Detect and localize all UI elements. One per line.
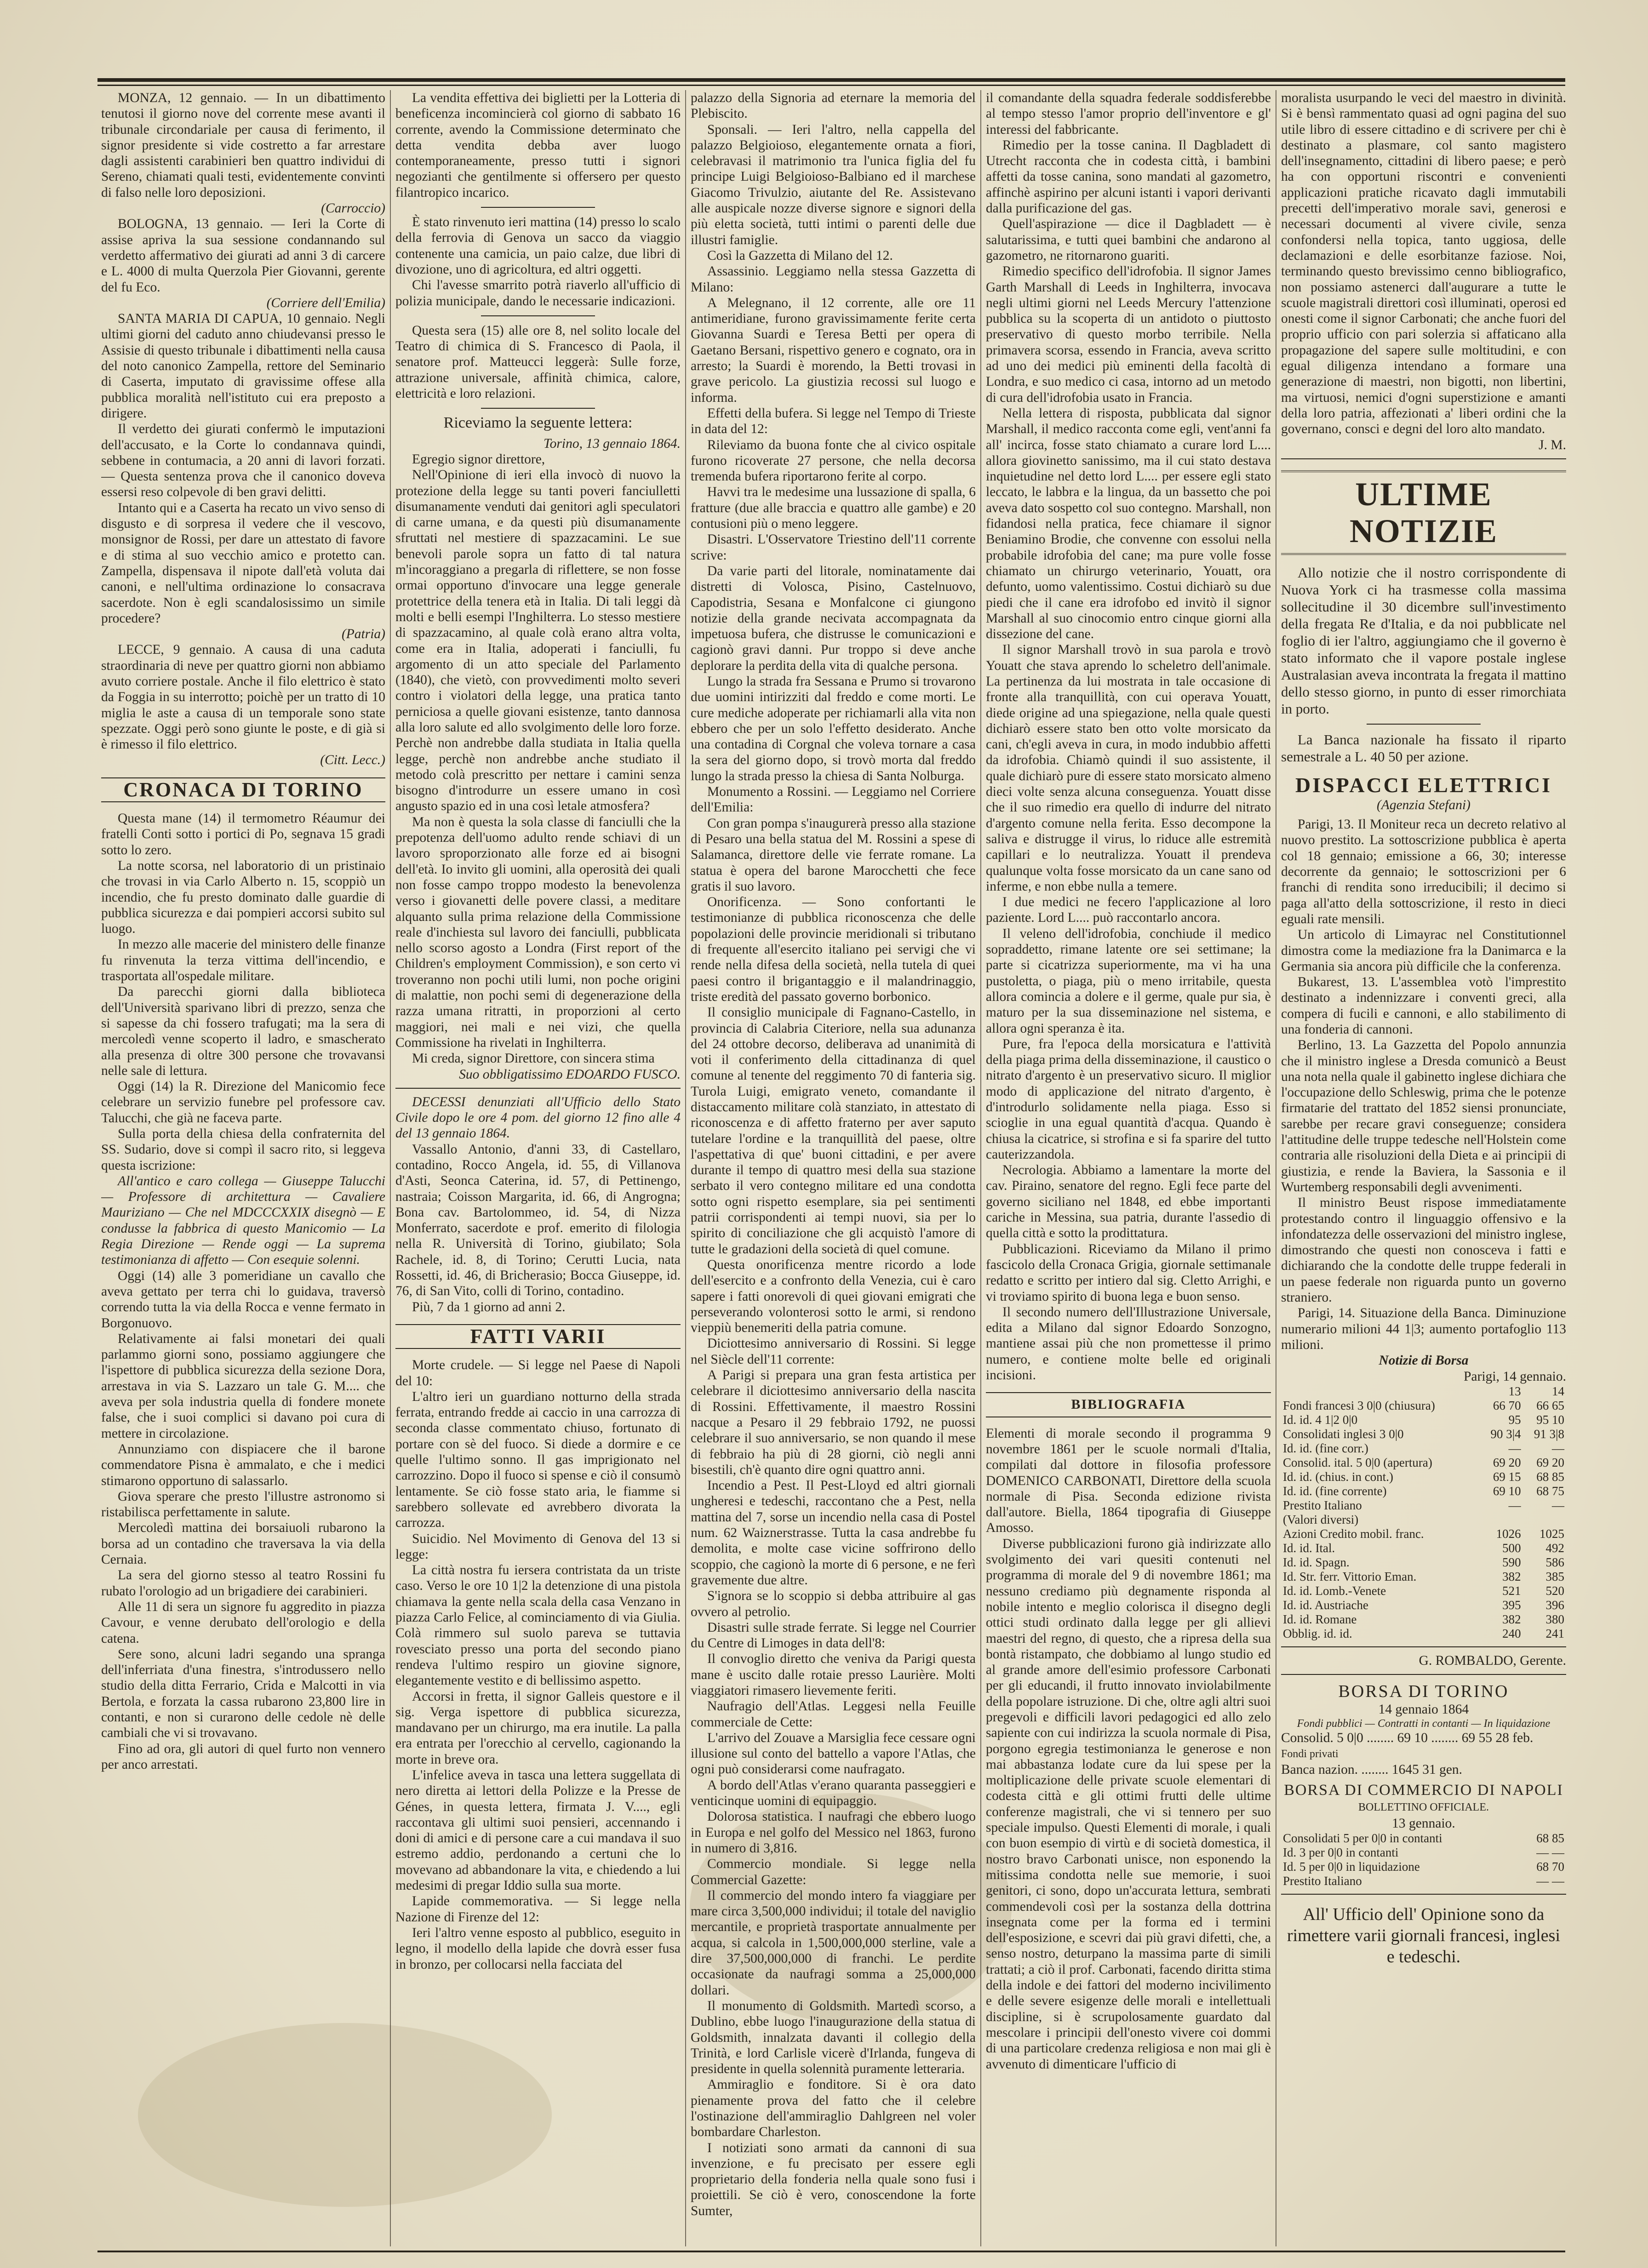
gerente: G. ROMBALDO, Gerente. bbox=[1419, 1653, 1566, 1668]
borsa-row bbox=[1281, 1456, 1566, 1470]
dispatch-paragraph: Parigi, 14. Situazione della Banca. Diminuzione numerario milioni 44 1|3; aumento portafoglio 113 milioni. bbox=[1281, 1306, 1566, 1352]
news-paragraph: Il signor Marshall trovò in sua parola e trovò Youatt che stava aprendo lo scheletro dell'animale. La pertinenza da lui mostrata in tale occasione di fronte alla tranquillità, con cui operava Youatt, diede origine ad una spiegazione, nella quale questi dichiarò essere stato ben otto volte morsicato da cani, ch'egli aveva in cura, in modo indubbio affetti da idrofobia. Chiamò quindi il suo assistente, il quale dichiarò pure di essere stato morsicato almeno dieci volte senza alcuna conseguenza. Youatt disse che il suo rimedio era quello di indurre del nitrato d'argento comune nella ferita. Esso decompone la saliva e distrugge il virus, lo riduce alle estremità capillari e lo neutralizza. Youatt il prendeva qualunque volta fosse morsicato da un cane sano od inferme, e non ebbe nulla a temere. bbox=[986, 642, 1271, 894]
news-paragraph: La Banca nazionale ha fissato il riparto semestrale a L. 40 50 per azione. bbox=[1281, 731, 1566, 765]
borsa-price: 586 bbox=[1545, 1555, 1564, 1569]
borsa-price: 382 bbox=[1502, 1569, 1521, 1583]
borsa-torino-title: BORSA DI TORINO bbox=[1338, 1682, 1509, 1702]
news-paragraph: Disastri. L'Osservatore Triestino dell'11 corrente scrive: bbox=[691, 532, 976, 563]
borsa-napoli-table bbox=[1281, 1831, 1566, 1888]
news-paragraph: Morte crudele. — Si legge nel Paese di Napoli del 10: bbox=[395, 1358, 681, 1388]
borsa-security: Id. id. Lomb.-Venete bbox=[1283, 1583, 1386, 1598]
dispatch-paragraph: Un articolo di Limayrac nel Constitutionnel dimostra come la mediazione fra la Danimarca e la Germania sia ancora più difficile che la conferenza. bbox=[1281, 927, 1566, 974]
section-heading-ultime: ULTIME NOTIZIE bbox=[1281, 470, 1566, 555]
borsa-torino-row: Consolid. 5 0|0 ........ 69 10 ........ 69 55 28 feb. bbox=[1281, 1731, 1534, 1746]
borsa-security: Id. Str. ferr. Vittorio Eman. bbox=[1283, 1569, 1417, 1583]
news-paragraph: Questa mane (14) il termometro Réaumur dei fratelli Conti sotto i portici di Po, segnava 15 gradi sotto lo zero. bbox=[101, 811, 385, 857]
news-paragraph: L'arrivo del Zouave a Marsiglia fece cessare ogni illusione sul conto del battello a vapore l'Atlas, che ogni può considerarsi come naufragato. bbox=[691, 1730, 976, 1777]
section-heading-bibliografia: BIBLIOGRAFIA bbox=[986, 1392, 1271, 1417]
borsa-torino-row: Banca nazion. ........ 1645 31 gen. bbox=[1281, 1762, 1463, 1777]
news-paragraph: Nella lettera di risposta, pubblicata dal signor Marshall, il medico racconta come egli, vent'anni fa all' incirca, fosse stato chiamato a curare lord L.... allora giovinetto sanissimo, ma il cui stato destava inquietudine nel detto lord L.... per essere egli stato leccato, le labbra e la lingua, da un bassetto che poi aveva dato sospetto col suo contegno. Marshall, non fidandosi nella pratica, fece chiamare il signor Beniamino Brodie, che convenne con essolui nella probabile idrofobia del cane; ma pure volle fosse chiamato un chirurgo veterinario, Youatt, ora defunto, uomo valentissimo. Costui dichiarò su due piedi che il cane era idrofobo ed invitò il signor Marshall al suo cinocomio entro cinque giorni alla dissezione del cane. bbox=[986, 406, 1271, 642]
deaths-header: DECESSI denunziati all'Ufficio dello Stato Civile dopo le ore 4 pom. del giorno 12 fino alle 4 del 13 gennaio 1864. bbox=[395, 1094, 681, 1141]
news-paragraph: Naufragio dell'Atlas. Leggesi nella Feuille commerciale de Cette: bbox=[691, 1699, 976, 1730]
borsa-torino-header: Fondi pubblici — Contratti in contanti — In liquidazione bbox=[1297, 1718, 1551, 1730]
borsa-price: 69 20 bbox=[1493, 1455, 1521, 1469]
source-credit: (Patria) bbox=[341, 627, 385, 642]
column-3 bbox=[691, 90, 976, 2246]
borsa-row bbox=[1281, 1513, 1566, 1527]
borsa-price: 590 bbox=[1502, 1555, 1521, 1569]
source-credit: (Citt. Lecc.) bbox=[320, 753, 385, 768]
borsa-row bbox=[1281, 1598, 1566, 1612]
borsa-price: 66 65 bbox=[1536, 1398, 1564, 1412]
borsa-price: 69 10 bbox=[1493, 1484, 1521, 1498]
news-paragraph: Quell'aspirazione — dice il Dagbladett — è salutarissima, e tutti quei bambini che andarono al gazometro, ne ritornarono guariti. bbox=[986, 217, 1271, 263]
section-heading-fatti: FATTI VARII bbox=[395, 1324, 681, 1349]
news-paragraph: Disastri sulle strade ferrate. Si legge nel Courrier du Centre di Limoges in data dell'8: bbox=[691, 1620, 976, 1651]
borsa-row bbox=[1281, 1570, 1566, 1584]
borsa-security: Azioni Credito mobil. franc. bbox=[1283, 1526, 1424, 1541]
review-signature: J. M. bbox=[1539, 437, 1566, 452]
borsa-napoli-title: BORSA DI COMMERCIO DI NAPOLI bbox=[1284, 1782, 1563, 1799]
news-paragraph: Mercoledì mattina dei borsaiuoli rubarono la borsa ad un contadino che traversava la via della Cernaia. bbox=[101, 1520, 385, 1567]
news-paragraph: Alle 11 di sera un signore fu aggredito in piazza Cavour, e venne derubato dell'orologio e della catena. bbox=[101, 1599, 385, 1646]
letter-body: Ma non è questa la sola classe di fanciulli che la prepotenza dell'uomo adulto rende schiavi di un lavoro sproporzionato alle forze ed ai bisogni dell'età. Io invito gli uomini, alla operosità dei quali non fosse campo troppo modesto la benevolenza verso i giovanetti delle povere classi, a meditare alquanto sulla prima relazione della Commissione reale d'inchiesta sul lavoro dei fanciulli, pubblicata nello scorso agosto a Londra (First report of the Children's employment Commission), e son certo vi troveranno non pochi utili lumi, non poche origini di malattie, non pochi semi di degenerazione della razza umana ritratti, in proporzioni al certo maggiori, nei mali e nei vizi, che quella Commissione ha rivelati in Inghilterra. bbox=[395, 814, 681, 1050]
borsa-price: 396 bbox=[1545, 1598, 1564, 1612]
borsa-security: Fondi francesi 3 0|0 (chiusura) bbox=[1283, 1398, 1435, 1412]
borsa-price: 91 3|8 bbox=[1534, 1427, 1564, 1441]
divider bbox=[1281, 1894, 1566, 1895]
news-paragraph: Incendio a Pest. Il Pest-Lloyd ed altri giornali ungheresi e tedeschi, raccontano che a Pest, nella mattina del 7, sorse un incendio nella casa di Postel num. 62 Waiznerstrasse. Tutta la casa andrebbe fu demolita, e molte case vicine soffrirono dello scoppio, che cagionò la morte di 6 persone, e ne ferì gravemente due altre. bbox=[691, 1478, 976, 1588]
borsa-price: 240 bbox=[1502, 1626, 1521, 1640]
news-paragraph: I notiziati sono armati da cannoni di sua invenzione, e fu precisato per essere egli proprietario della fonderia nella quale sono fusi i proiettili. Se ciò è vero, conoscendone la forte Sumter, bbox=[691, 2140, 976, 2218]
borsa-price: 241 bbox=[1545, 1626, 1564, 1640]
news-paragraph: A bordo dell'Atlas v'erano quaranta passeggieri e venticinque uomini di equipaggio. bbox=[691, 1777, 976, 1809]
borsa-security: Id. id. Spagn. bbox=[1283, 1555, 1350, 1569]
news-paragraph: SANTA MARIA DI CAPUA, 10 gennaio. Negli ultimi giorni del caduto anno chiudevansi presso le Assisie di questo tribunale i dibattimenti nella causa del noto canonico Zampella, rettore del Seminario di Caserta, imputato di gravissime offese alla pubblica moralità nell'istituto cui era preposto a dirigere. bbox=[101, 311, 385, 421]
borsa-place: Parigi, 14 gennaio. bbox=[1464, 1369, 1566, 1384]
borsa-row bbox=[1281, 1470, 1566, 1484]
news-paragraph: Pubblicazioni. Riceviamo da Milano il primo fascicolo della Cronaca Grigia, giornale settimanale redatto e scritto per intiero dal sig. Cletto Arrighi, e vi troviamo spirito di buona lega e buon senso. bbox=[986, 1241, 1271, 1304]
column-separator bbox=[980, 90, 981, 2246]
news-paragraph: Monumento a Rossini. — Leggiamo nel Corriere dell'Emilia: bbox=[691, 784, 976, 815]
borsa-price: 492 bbox=[1545, 1541, 1564, 1555]
news-paragraph: Il secondo numero dell'Illustrazione Universale, edita a Milano dal signor Edoardo Sonzogno, mantiene assai più che non promettesse il primo numero, e contiene molte belle ed originali incisioni. bbox=[986, 1304, 1271, 1383]
news-paragraph: Sulla porta della chiesa della confraternita del SS. Sudario, dove si compì il sacro rito, si leggeva questa iscrizione: bbox=[101, 1126, 385, 1173]
borsa-security: Id. id. Ital. bbox=[1283, 1541, 1335, 1555]
news-paragraph: Onorificenza. — Sono confortanti le testimonianze di pubblica riconoscenza che delle popolazioni delle provincie meridionali si tributano di frequente all'esercito italiano pei servigi che vi rende nella difesa della società, nella tutela di quei paesi contro il brigantaggio e il malandrinaggio, triste eredità del passato governo borbonico. bbox=[691, 895, 976, 1004]
news-paragraph: La città nostra fu iersera contristata da un triste caso. Verso le ore 10 1|2 la detenzione di una pistola chiamava la gente nella scala della casa Venzano in piazza Carlo Felice, al cominciamento di via Giulia. Colà rimmero sul suolo pareva se tuttavia rovesciato presso una porta del secondo piano rendeva l'ultimo respiro un giovine signore, elegantemente vestito e di bellissimo aspetto. bbox=[395, 1563, 681, 1688]
borsa-security: (Valori diversi) bbox=[1283, 1512, 1359, 1526]
column-4 bbox=[986, 90, 1271, 2246]
news-paragraph: Così la Gazzetta di Milano del 12. bbox=[707, 248, 893, 263]
borsa-napoli-price: 68 70 bbox=[1536, 1859, 1564, 1874]
news-paragraph: La notte scorsa, nel laboratorio di un pristinaio che trovasi in via Carlo Alberto n. 15, scoppiò un incendio, che fu presto dominato dalle guardie di pubblica sicurezza e dai pompieri accorsi subito sul luogo. bbox=[101, 858, 385, 937]
borsa-price: 69 15 bbox=[1493, 1469, 1521, 1484]
dispatch-paragraph: Berlino, 13. La Gazzetta del Popolo annunzia che il ministro inglese a Dresda comunicò a Beust una nota nella quale il gabinetto inglese dichiara che l'occupazione dello Schleswig, prima che le potenze firmatarie del trattato del 1852 siensi pronunciate, sarebbe per recare gravi conseguenze; considera l'attitudine delle truppe tedesche nell'Holstein come contraria alle risoluzioni della Dieta e ai principii di giustizia, e rende la Baviera, la Sassonia e il Wurtemberg responsabili degli avvenimenti. bbox=[1281, 1038, 1566, 1194]
news-paragraph: Rimedio per la tosse canina. Il Dagbladett di Utrecht racconta che in codesta città, i bambini affetti da tosse canina, sono mandati al gazometro, affinchè aspirino per alcuni istanti i vapori derivanti dalla purificazione del gas. bbox=[986, 137, 1271, 216]
borsa-row bbox=[1281, 1427, 1566, 1441]
news-paragraph: Questa onorificenza mentre ricordo a lode dell'esercito e a confronto della Venezia, cui è caro sapere i fatti onorevoli di quei giovani emigrati che perseverando volonterosi sotto le armi, si rendono vieppiù benemeriti della patria comune. bbox=[691, 1257, 976, 1336]
top-rule bbox=[97, 78, 1565, 82]
borsa-row bbox=[1281, 1441, 1566, 1456]
borsa-napoli-sub: BOLLETTINO OFFICIALE. bbox=[1358, 1801, 1489, 1814]
borsa-napoli-row bbox=[1281, 1845, 1566, 1860]
borsa-price: 1025 bbox=[1539, 1526, 1564, 1541]
news-paragraph: Havvi tra le medesime una lussazione di spalla, 6 fratture (due alle braccia e quattro alle gambe) e 20 contusioni più o meno leggere. bbox=[691, 485, 976, 531]
borsa-col-header: 13 bbox=[1508, 1384, 1521, 1398]
news-paragraph: Ammiraglio e fonditore. Si è ora dato pienamente prova del fatto che il celebre l'ostinazione dell'ammiraglio Dahlgreen nel voler bombardare Charleston. bbox=[691, 2077, 976, 2140]
borsa-price: 95 10 bbox=[1536, 1412, 1564, 1427]
borsa-security: Obblig. id. id. bbox=[1283, 1626, 1352, 1640]
news-paragraph: Accorsi in fretta, il signor Galleis questore e il sig. Verga ispettore di pubblica sicurezza, mandavano per un chirurgo, ma era inutile. La palla era entrata per l'orecchio al cervello, cagionando la morte in breve ora. bbox=[395, 1689, 681, 1767]
news-paragraph: In mezzo alle macerie del ministero delle finanze fu rinvenuta la terza vittima dell'incendio, e trasportata all'ospedale militare. bbox=[101, 937, 385, 984]
divider bbox=[481, 408, 595, 409]
borsa-price: 90 3|4 bbox=[1490, 1427, 1521, 1441]
letter-date: Torino, 13 gennaio 1864. bbox=[543, 436, 681, 451]
borsa-napoli-security: Consolidati 5 per 0|0 in contanti bbox=[1283, 1831, 1442, 1845]
dispacci-agency: (Agenzia Stefani) bbox=[1377, 797, 1471, 812]
news-paragraph: Effetti della bufera. Si legge nel Tempo di Trieste in data del 12: bbox=[691, 406, 976, 437]
borsa-row bbox=[1281, 1399, 1566, 1413]
dispatch-paragraph: Bukarest, 13. L'assemblea votò l'imprestito destinato a indennizzare i conventi greci, alla compera di fucili e cannoni, e allo stabilimento di una fonderia di cannoni. bbox=[1281, 975, 1566, 1037]
news-paragraph: Fino ad ora, gli autori di quel furto non vennero per anco arrestati. bbox=[101, 1741, 385, 1772]
borsa-price: 69 20 bbox=[1536, 1455, 1564, 1469]
borsa-napoli-price: 68 85 bbox=[1536, 1831, 1564, 1845]
borsa-security: Consolidati inglesi 3 0|0 bbox=[1283, 1427, 1404, 1441]
news-paragraph: La vendita effettiva dei biglietti per la Lotteria di beneficenza incomincierà col giorno di sabbato 16 corrente, avendo la Commissione determinato che detta vendita debba aver luogo contemporaneamente, presso tutti i signori negozianti che gentilmente si offersero per questo filantropico incarico. bbox=[395, 91, 681, 200]
column-5 bbox=[1281, 90, 1566, 2246]
news-paragraph: L'altro ieri un guardiano notturno della strada ferrata, entrando fredde ai caccio in una carrozza di seconda classe commentato chiuso, fortunato di portare con sè del fuoco. Si diede a dormire e ce quelle l'ultimo sonno. Il gas imprigionato nel carrozzino. Dopo il fuoco si spense e ciò il consumò lentamente. Se ciò fosse stato aria, le fiamme si sarebbero sollevate ed avrebbero divorata la carrozza. bbox=[395, 1389, 681, 1531]
borsa-napoli-security: Prestito Italiano bbox=[1283, 1874, 1362, 1888]
news-paragraph: Il monumento di Goldsmith. Martedì scorso, a Dublino, ebbe luogo l'inaugurazione della statua di Goldsmith, innalzata davanti il collegio della Trinità, e lord Carlisle vicerè d'Irlanda, fungeva di presidente in quella solennità puramente letteraria. bbox=[691, 1998, 976, 2077]
news-paragraph: MONZA, 12 gennaio. — In un dibattimento tenutosi il giorno nove del corrente mese avanti il tribunale circondariale per causa di ferimento, il signor presidente si vide costretto a far arrestare dagli assistenti carabinieri ben quattro individui di Sereno, chiamati quali testi, evidentemente convinti di falso nelle loro deposizioni. bbox=[101, 91, 385, 200]
news-paragraph: Allo notizie che il nostro corrispondente di Nuova York ci ha trasmesse colla massima sollecitudine il 30 dicembre sull'investimento della fregata Re d'Italia, e da noi pubblicate nel foglio di ier l'altro, aggiungiamo che il governo è stato informato che il vapore postale inglese Australasian aveva incontrata la fregata il mattino dello stesso giorno, in punto di esser rimorchiata in porto. bbox=[1281, 564, 1566, 717]
news-paragraph: I due medici ne fecero l'applicazione al loro paziente. Lord L.... può raccontarlo ancora. bbox=[986, 895, 1271, 925]
news-paragraph: S'ignora se lo scoppio si debba attribuire al gas ovvero al petrolio. bbox=[691, 1588, 976, 1619]
borsa-price: 500 bbox=[1502, 1541, 1521, 1555]
borsa-security: Id. id. Austriache bbox=[1283, 1598, 1368, 1612]
news-paragraph: L'infelice aveva in tasca una lettera suggellata di nero diretta ai lettori della Polizze e la Presse de Génes, in questa lettera, firmata J. V...., egli raccontava gli ultimi suoi pensieri, accennando i doni di amici e di persone care a cui mandava il suo estremo addio, perdonando a certuni che lo movevano ad abbandonare la vita, e chiedendo a lui medesimi di pregar Iddio sulla sua morte. bbox=[395, 1767, 681, 1893]
borsa-price: 520 bbox=[1545, 1583, 1564, 1598]
news-paragraph: Da parecchi giorni dalla biblioteca dell'Università sparivano libri di prezzo, senza che si sapesse da chi fossero trafugati; ma la sera di mercoledì venne scoperto il ladro, e smascherato alla presenza di oltre 300 persone che trovavansi nelle sale di lettura. bbox=[101, 984, 385, 1078]
column-2 bbox=[395, 90, 681, 2246]
news-paragraph: Con gran pompa s'inaugurerà presso alla stazione di Pesaro una bella statua del M. Rossini a spese di Salamanca, direttore delle vie ferrate romane. La statua è opera del barone Marocchetti che fece gratis il suo lavoro. bbox=[691, 816, 976, 894]
news-paragraph: LECCE, 9 gennaio. A causa di una caduta straordinaria di neve per quattro giorni non abbiamo avuto corriere postale. Anche il filo elettrico è stato da Foggia in su interrotto; poichè per un tratto di 10 miglia le aste a causa di un temporale sono state spezzate. Oggi però sono giunte le poste, e di già si è rimesso il filo elettrico. bbox=[101, 642, 385, 752]
news-paragraph: Giova sperare che presto l'illustre astronomo si ristabilisca perfettamente in salute. bbox=[101, 1489, 385, 1520]
news-paragraph: A Parigi si prepara una gran festa artistica per celebrare il diciottesimo anniversario della nascita di Rossini. Effettivamente, il maestro Rossini nacque a Pesaro il 29 febbraio 1792, ne puossi celebrare il suo anniversario, se non quando il mese di febbraio ha più di 28 giorni, ciò negli anni bisestili, ch'è quanto dire ogni quattro anni. bbox=[691, 1368, 976, 1477]
section-heading-dispacci: DISPACCI ELETTRICI bbox=[1295, 773, 1552, 797]
news-paragraph: Sere sono, alcuni ladri segando una spranga dell'inferriata d'una finestra, s'introdussero nello studio della ditta Ferrario, Crida e Malcotti in via Bertola, e forzata la cassa rubarono 23,800 lire in contanti, e non si curarono delle cedole nè delle cambiali che vi si trovavano. bbox=[101, 1646, 385, 1741]
borsa-security: Consolid. ital. 5 0|0 (apertura) bbox=[1283, 1455, 1432, 1469]
borsa-header-row bbox=[1281, 1384, 1566, 1399]
news-paragraph: Il verdetto dei giurati confermò le imputazioni dell'accusato, e la Corte lo condannava quindi, sebbene in contumacia, a 20 anni di lavori forzati. — Questa sentenza prova che il canonico doveva essersi reso colpevole di ben gravi delitti. bbox=[101, 422, 385, 500]
borsa-napoli-date: 13 gennaio. bbox=[1392, 1816, 1455, 1831]
borsa-napoli-security: Id. 3 per 0|0 in contanti bbox=[1283, 1845, 1399, 1859]
divider bbox=[481, 315, 595, 316]
borsa-napoli-row bbox=[1281, 1874, 1566, 1888]
borsa-price: 68 75 bbox=[1536, 1484, 1564, 1498]
bottom-rule bbox=[97, 2251, 1565, 2252]
news-paragraph: Lungo la strada fra Sessana e Prumo si trovarono due uomini intirizziti dal freddo e come morti. Le cure mediche adoperate per richiamarli alla vita non ebbero che per un solo l'effetto desiderato. Anche una contadina di Corgnal che voleva tornare a casa la sera del giorno dopo, si trovò morta dal freddo lungo la strada presso la chiesa di Santa Nolburga. bbox=[691, 674, 976, 783]
borsa-napoli-row bbox=[1281, 1860, 1566, 1874]
news-paragraph: Oggi (14) alle 3 pomeridiane un cavallo che aveva gettato per terra chi lo guidava, traversò correndo tutta la via della Rocca e venne fermato in Borgonuovo. bbox=[101, 1268, 385, 1331]
letter-body: Nell'Opinione di ieri ella invocò di nuovo la protezione della legge su tanti poveri fanciulletti disumanamente venduti dai genitori agli speculatori di carne umana, e da questi più disumanamente sfruttati nel mestiere di spazzacamini. Le sue benevoli parole sopra un fatto di tal natura m'incoraggiano a pregarla di riflettere, se non fosse ormai opportuno d'invocare una legge generale protettrice della tenera età in Italia. Di tali leggi dà molti e belli esempi l'Inghilterra. Lo stesso mestiere di spazzacamino, al quale colà erano altra volta, come era in Italia, adoperati i fanciulli, fu argomento di un atto speciale del Parlamento (1840), che vietò, con provvedimenti molto severi contro i violatori della legge, una pratica tanto perniciosa a quelle giovani esistenze, tanto dannosa alla loro salute ed allo svolgimento delle loro forze. Perchè non andrebbe dalla studiata in Italia quella legge, perchè non andrebbe anche studiato il metodo colà prescritto per nettare i camini senza bisogno d'introdurre un essere umano in così angusto spazio ed in una così letale atmosfera? bbox=[395, 468, 681, 814]
borsa-napoli-price: — — bbox=[1536, 1845, 1564, 1859]
borsa-napoli-price: — — bbox=[1536, 1874, 1564, 1888]
divider bbox=[1281, 1674, 1566, 1675]
news-paragraph: Oggi (14) la R. Direzione del Manicomio fece celebrare un servizio funebre pel professore cav. Talucchi, che già ne faceva parte. bbox=[101, 1079, 385, 1125]
borsa-price: — bbox=[1552, 1498, 1564, 1512]
top-rule-thin bbox=[97, 85, 1565, 86]
borsa-price: 395 bbox=[1502, 1598, 1521, 1612]
borsa-row bbox=[1281, 1484, 1566, 1498]
column-separator bbox=[390, 90, 391, 2246]
borsa-row bbox=[1281, 1627, 1566, 1641]
news-paragraph: Intanto qui e a Caserta ha recato un vivo senso di disgusto e di sorpresa il vedere che il vescovo, monsignor de Rossi, per dare un attestato di favore e di stima al suo vecchio amico e protetto can. Zampella, dispensava il nipote dall'età voluta dai canoni, e nell'ultima ordinazione lo consacrava sacerdote. Non è egli scandalosissimo un simile procedere? bbox=[101, 500, 385, 626]
borsa-torino-row: Fondi privati bbox=[1281, 1748, 1339, 1760]
divider bbox=[395, 1088, 681, 1089]
source-credit: (Corriere dell'Emilia) bbox=[266, 295, 385, 310]
news-paragraph: palazzo della Signoria ad eternare la memoria del Plebiscito. bbox=[691, 91, 976, 121]
news-paragraph: Sponsali. — Ieri l'altro, nella cappella del palazzo Belgioioso, elegantemente ornata a fiori, celebravasi il matrimonio tra l'unica figlia del fu principe Luigi Belgioioso-Balbiano ed il marchese Giacomo Trivulzio, aiutante del Re. Assistevano alle auspicale nozze diverse signore e signori della più eletta società, tutti intimi o parenti delle due illustri famiglie. bbox=[691, 122, 976, 247]
borsa-price: 380 bbox=[1545, 1612, 1564, 1626]
borsa-price bbox=[1479, 1513, 1522, 1527]
borsa-col-header: 14 bbox=[1552, 1384, 1564, 1398]
borsa-napoli-security: Id. 5 per 0|0 in liquidazione bbox=[1283, 1859, 1420, 1874]
column-separator bbox=[685, 90, 686, 2246]
news-paragraph: Diciottesimo anniversario di Rossini. Si legge nel Siècle dell'11 corrente: bbox=[691, 1336, 976, 1367]
borsa-security: Id. id. (fine corrente) bbox=[1283, 1484, 1387, 1498]
news-paragraph: Da varie parti del litorale, nominatamente dai distretti di Volosca, Pisino, Castelnuovo, Capodistria, Sesana e Monfalcone ci giungono notizie della grande necivata accompagnata da impetuosa bufera, che distrusse le comunicazioni e cagionò gravi danni. Pur troppo si deve anche deplorare la perdita della vita di qualche persona. bbox=[691, 563, 976, 673]
borsa-price: — bbox=[1508, 1441, 1521, 1455]
borsa-price: 382 bbox=[1502, 1612, 1521, 1626]
news-paragraph: Suicidio. Nel Movimento di Genova del 13 si legge: bbox=[395, 1531, 681, 1562]
section-heading-cronaca: CRONACA DI TORINO bbox=[101, 777, 385, 802]
divider bbox=[1367, 724, 1481, 725]
news-paragraph: Pure, fra l'epoca della morsicatura e l'attività della piaga prima della disseminazione, il caustico o nitrato d'argento è un preservativo sicuro. Il miglior modo di applicazione del nitrato d'argento, è d'introdurlo solidamente nella piaga. Esso si scioglie in una egual quantità d'acqua. Quando è chiusa la cicatrice, si strofina e si fa sparire del tutto cauterizzandola. bbox=[986, 1036, 1271, 1162]
news-paragraph: Relativamente ai falsi monetari dei quali parlammo giorni sono, possiamo aggiungere che l'ispettore di pubblica sicurezza della sezione Dora, arrestava in via S. Lazzaro un tale G. M.... che aveva per sola industria quella di fondere monete false, che i suoi complici si davano poi cura di mettere in circolazione. bbox=[101, 1331, 385, 1441]
news-paragraph: Assassinio. Leggiamo nella stessa Gazzetta di Milano: bbox=[691, 264, 976, 295]
borsa-row bbox=[1281, 1555, 1566, 1570]
borsa-security: Id. id. (chius. in cont.) bbox=[1283, 1469, 1393, 1484]
news-paragraph: Questa sera (15) alle ore 8, nel solito locale del Teatro di chimica di S. Francesco di Paola, il senatore prof. Matteucci leggerà: Sulle forze, attrazione universale, affinità chimica, calore, elettricità e loro relazioni. bbox=[395, 323, 681, 401]
letter-intro: Riceviamo la seguente lettera: bbox=[443, 414, 633, 432]
inscription: All'antico e caro collega — Giuseppe Talucchi — Professore di architettura — Cavaliere Mauriziano — Che nel MDCCCXXIX disegnò — E condusse la fabbrica di questo Manicomio — La Regia Direzione — Rende oggi — La suprema testimonianza di affetto — Con esequie solenni. bbox=[101, 1173, 385, 1268]
divider bbox=[1281, 1646, 1566, 1647]
borsa-price: — bbox=[1552, 1441, 1564, 1455]
news-paragraph: il comandante della squadra federale soddisferebbe al tempo stesso l'amor proprio dell'inventore e gl' interessi del fabbricante. bbox=[986, 91, 1271, 137]
news-paragraph: Annunziamo con dispiacere che il barone commendatore Pisna è ammalato, e che i medici stimarono opportuno di salassarlo. bbox=[101, 1441, 385, 1488]
news-paragraph: Il consiglio municipale di Fagnano-Castello, in provincia di Calabria Citeriore, nella sua adunanza del 24 ottobre decorso, deliberava ad unanimità di voti il conferimento della cittadinanza di quel comune al tenente del reggimento 70 di fanteria sig. Turola Luigi, emigrato veneto, comandante il distaccamento militare colà stanziato, in attestato di riconoscenza e di affetto fraterno per aver saputo tutelare l'ordine e la tranquillità del paese, oltre l'aspettativa di que' buoni cittadini, e per avere durante il tempo di quattro mesi della sua stazione serbato il vero contegno militare ed una condotta sotto ogni rispetto esemplare, sia pei sentimenti patrii corrispondenti ai tempi nuovi, sia per lo spirito di conciliazione che gli acquistò l'amore di tutte le gradazioni della società di quel comune. bbox=[691, 1005, 976, 1257]
borsa-security: Id. id. (fine corr.) bbox=[1283, 1441, 1368, 1455]
letter-closing: Mi creda, signor Direttore, con sincera stima bbox=[412, 1051, 655, 1066]
borsa-row bbox=[1281, 1498, 1566, 1513]
borsa-security: Prestito Italiano bbox=[1283, 1498, 1362, 1512]
news-paragraph: È stato rinvenuto ieri mattina (14) presso lo scalo della ferrovia di Genova un sacco da viaggio contenente una camicia, un paio calze, due libri di divozione, uno di agricoltura, ed altri oggetti. bbox=[395, 215, 681, 277]
borsa-price: 521 bbox=[1502, 1583, 1521, 1598]
book-citation: Elementi di morale secondo il programma 9 novembre 1861 per le scuole normali d'Italia, compilati dal dottore in filosofia professore DOMENICO CARBONATI, Direttore della scuola normale di Pisa. Seconda edizione rivista dall'autore. Biella, 1864 tipografia di Giuseppe Amosso. bbox=[986, 1426, 1271, 1536]
borsa-torino-date: 14 gennaio 1864 bbox=[1378, 1702, 1469, 1717]
borsa-row bbox=[1281, 1584, 1566, 1598]
borsa-price bbox=[1523, 1513, 1566, 1527]
divider bbox=[1281, 458, 1566, 459]
news-paragraph: Dolorosa statistica. I naufragi che ebbero luogo in Europa e nel golfo del Messico nel 1863, furono in numero di 3,816. bbox=[691, 1809, 976, 1856]
review-paragraph: Diverse pubblicazioni furono già indirizzate allo svolgimento dei vari quesiti contenuti nel programma di morale del 9 di novembre 1861; ma nessuno crediamo più degnamente risponda al nobile intento e meglio colorisca il disegno degli ottici studi ordinato dalla legge per gli allievi maestri del regno, di questo, che a ripresa della sua bontà ristampato, che dobbiamo al lungo studio ed al grande amore dell'esimio professore Carbonati per gli educandi, il frutto innovato inviolabilmente della popolare istruzione. Di che, oltre agli altri suoi pregevoli e difficili lavori pedagogici ed allo zelo sapiente con cui indirizza la scuola normale di Pisa, porgono egregia testimonianza le generose e non mai abbastanza lodate cure da lui spese per la moltiplicazione delle private scuole elementari di codesta città e gli ottimi frutti delle ultime conferenze magistrali, che vi si tennero per suo speciale impulso. Questi Elementi di morale, i quali con buon esempio di virtù e di società domestica, il nostro bravo Carbonati unisce, non esponendo la mitissima condotta nelle sue memorie, i suoi genitori, ci sono, dopo un'accurata lettura, sembrati commendevoli così per la sostanza della dottrina insegnata come per la forma ed i termini dell'esposizione, e scevri dai più gravi difetti, che, a senso nostro, deturpano la massima parte di simili trattati; a ciò il prof. Carbonati, facendo diritta stima della indole e dei fattori del moderno incivilimento e delle severe esigenze delle morali e intellettuali discipline, si è scrupolosamente guardato dal mescolare i principii dell'onesto vivere coi dommi di una particolare credenza religiosa e non mai gli è avvenuto di dimenticare l'ufficio di bbox=[986, 1536, 1271, 2072]
news-paragraph: Il commercio del mondo intero fa viaggiare per mare circa 3,500,000 individui; il totale del naviglio mercantile, e proprietà trasportate annualmente per acqua, si calcola in 1,500,000,000 sterline, vale a dire 37,500,000,000 di franchi. Le perdite occasionate da naufragi somma a 25,000,000 dollari. bbox=[691, 1888, 976, 1998]
news-paragraph: Necrologia. Abbiamo a lamentare la morte del cav. Pirainо, senatore del regno. Egli fece parte del governo siciliano nel 1848, ed ebbe importanti cariche in Messina, sua patria, durante l'assedio di quella città e sotto la prodittatura. bbox=[986, 1163, 1271, 1241]
news-paragraph: Rimedio specifico dell'idrofobia. Il signor James Garth Marshall di Leeds in Inghilterra, invocava negli ultimi giorni nel Leeds Mercury l'attenzione pubblica su la scoperta di un antidoto o piuttosto preservativo di questo morbo terribile. Nella primavera scorsa, essendo in Francia, aveva scritto ad uno dei medici più eminenti della facoltà di Londra, e suo medico ci casa, intorno ad un metodo di cura dell'idrofobia usato in Francia. bbox=[986, 264, 1271, 405]
source-credit: (Carroccio) bbox=[321, 201, 385, 216]
borsa-row bbox=[1281, 1612, 1566, 1627]
borsa-napoli-row bbox=[1281, 1831, 1566, 1845]
office-notice: All' Ufficio dell' Opinione sono da rimettere varii giornali francesi, inglesi e tedeschi. bbox=[1287, 1904, 1561, 1966]
news-paragraph: Lapide commemorativa. — Si legge nella Nazione di Firenze del 12: bbox=[395, 1894, 681, 1925]
news-paragraph: Il convoglio diretto che veniva da Parigi questa mane è uscito dalle rotaie presso Laurière. Molti viaggiatori rimasero lievemente feriti. bbox=[691, 1651, 976, 1698]
review-paragraph: moralista usurpando le veci del maestro in divinità. Si è bensì rammentato quasi ad ogni pagina del suo utile libro di essere cittadino e di scrivere per chi è destinato a plasmare, col santo magistero dell'insegnamento, cittadini di libero paese; e però ha con opportuni riscontri e convenienti applicazioni pratiche ricavato dagli immutabili precetti dell'imperativo morale savi, generosi e necessari documenti al vivere civile, senza confondersi nella topica, tanto uggiosa, delle declamazioni e delle esorbitanze faziose. Noi, terminando questo brevissimo cenno bibliografico, non possiamo astenerci dall'augurare a tutte le scuole magistrali direttori così illuminati, operosi ed onesti come il signor Carbonati; che anche fuori del proprio ufficio con pari solerzia si affaticano alla propagazione del sapere sulle moltitudini, e con egual diligenza intendano a formare una generazione di maestri, non bigotti, non libertini, ma virtuosi, nemici d'ogni superstizione e amanti della loro patria, affezionati a' liberi ordini che la governano, consci e degni del loro alto mandato. bbox=[1281, 91, 1566, 437]
news-paragraph: BOLOGNA, 13 gennaio. — Ieri la Corte di assise apriva la sua sessione condannando sul verdetto affermativo dei giurati ad anni 3 di carcere e L. 4000 di multa Querzola Pier Giovanni, gerente del fu Eco. bbox=[101, 217, 385, 295]
borsa-row bbox=[1281, 1413, 1566, 1427]
news-paragraph: Rileviamo da buona fonte che al civico ospitale furono ricoverate 27 persone, che nella decorsa tremenda bufera riportarono ferite al corpo. bbox=[691, 437, 976, 484]
borsa-security: Id. id. Romane bbox=[1283, 1612, 1357, 1626]
divider bbox=[481, 207, 595, 208]
news-paragraph: A Melegnano, il 12 corrente, alle ore 11 antimeridiane, furono gravissimamente ferite certa Giovanna Suardi e Teresa Betti per opera di Gaetano Bersani, rispettivo genero e cognato, ora in arresto; la Suardi è morendo, la Betti trovasi in grave pericolo. La giustizia recossi sul luogo e informa. bbox=[691, 295, 976, 405]
borsa-price: 66 70 bbox=[1493, 1398, 1521, 1412]
news-paragraph: Ieri l'altro venne esposto al pubblico, eseguito in legno, il modello della lapide che dovrà esser fusa in bronzo, per collocarsi nella facciata del bbox=[395, 1925, 681, 1972]
news-paragraph: Commercio mondiale. Si legge nella Commercial Gazette: bbox=[691, 1857, 976, 1887]
borsa-price: 385 bbox=[1545, 1569, 1564, 1583]
news-paragraph: Il veleno dell'idrofobia, conchiude il medico sopraddetto, rimane latente ore sei settimane; la parte si cicatrizza superiormente, ma vi ha una pustoletta, o piaga, più o meno irritabile, questa allora comincia a dolere e il germe, quale pur sia, è maturo per la sua disseminazione nel sistema, e allora ogni speranza è ita. bbox=[986, 926, 1271, 1036]
borsa-price: 68 85 bbox=[1536, 1469, 1564, 1484]
news-paragraph: La sera del giorno stesso al teatro Rossini fu rubato l'orologio ad un brigadiere dei carabinieri. bbox=[101, 1568, 385, 1599]
letter-salutation: Egregio signor direttore, bbox=[412, 451, 545, 467]
borsa-heading: Notizie di Borsa bbox=[1379, 1353, 1469, 1368]
deaths-summary: Più, 7 da 1 giorno ad anni 2. bbox=[412, 1299, 566, 1314]
borsa-price: 95 bbox=[1508, 1412, 1521, 1427]
dispatch-paragraph: Parigi, 13. Il Moniteur reca un decreto relativo al nuovo prestito. La sottoscrizione pubblica è aperta col 18 gennaio; emissione a 66, 30; interesse decorrente da gennaio; le sottoscrizioni per 6 franchi di rendita sono irreducibili; il decimo si paga all'atto della sottoscrizione, il resto in dieci eguali rate mensili. bbox=[1281, 817, 1566, 926]
borsa-row bbox=[1281, 1541, 1566, 1555]
borsa-price: 1026 bbox=[1496, 1526, 1521, 1541]
borsa-row bbox=[1281, 1527, 1566, 1541]
borsa-security: Id. id. 4 1|2 0|0 bbox=[1283, 1412, 1358, 1427]
dispatch-paragraph: Il ministro Beust rispose immediatamente protestando contro il linguaggio offensivo e la infondatezza delle osservazioni del ministro inglese, dimostrando che questi non conosceva i fatti e dichiarando che la condotte delle truppe federali in un paese federale non riguarda punto un governo straniero. bbox=[1281, 1195, 1566, 1305]
letter-signature: Suo obbligatissimo EDOARDO FUSCO. bbox=[459, 1067, 681, 1082]
borsa-table bbox=[1281, 1384, 1566, 1641]
column-1 bbox=[101, 90, 385, 2246]
borsa-price: — bbox=[1508, 1498, 1521, 1512]
deaths-list: Vassallo Antonio, d'anni 33, di Castellaro, contadino, Rocco Angela, id. 55, di Villanova d'Asti, Seonca Caterina, id. 57, di Pettinengo, nastraia; Coisson Margarita, id. 66, di Angrogna; Bona cav. Bartolommeo, id. 54, di Nizza Monferrato, sacerdote e prof. emerito di filologia nella R. Università di Torino, giubilato; Sola Rachele, id. 8, di Torino; Cerutti Lucia, nata Rossetti, id. 46, di Bricherasio; Bocca Giuseppe, id. 76, di San Vito, colli di Torino, contadino. bbox=[395, 1142, 681, 1299]
news-paragraph: Chi l'avesse smarrito potrà riaverlo all'ufficio di polizia municipale, dando le necessarie indicazioni. bbox=[395, 278, 681, 308]
